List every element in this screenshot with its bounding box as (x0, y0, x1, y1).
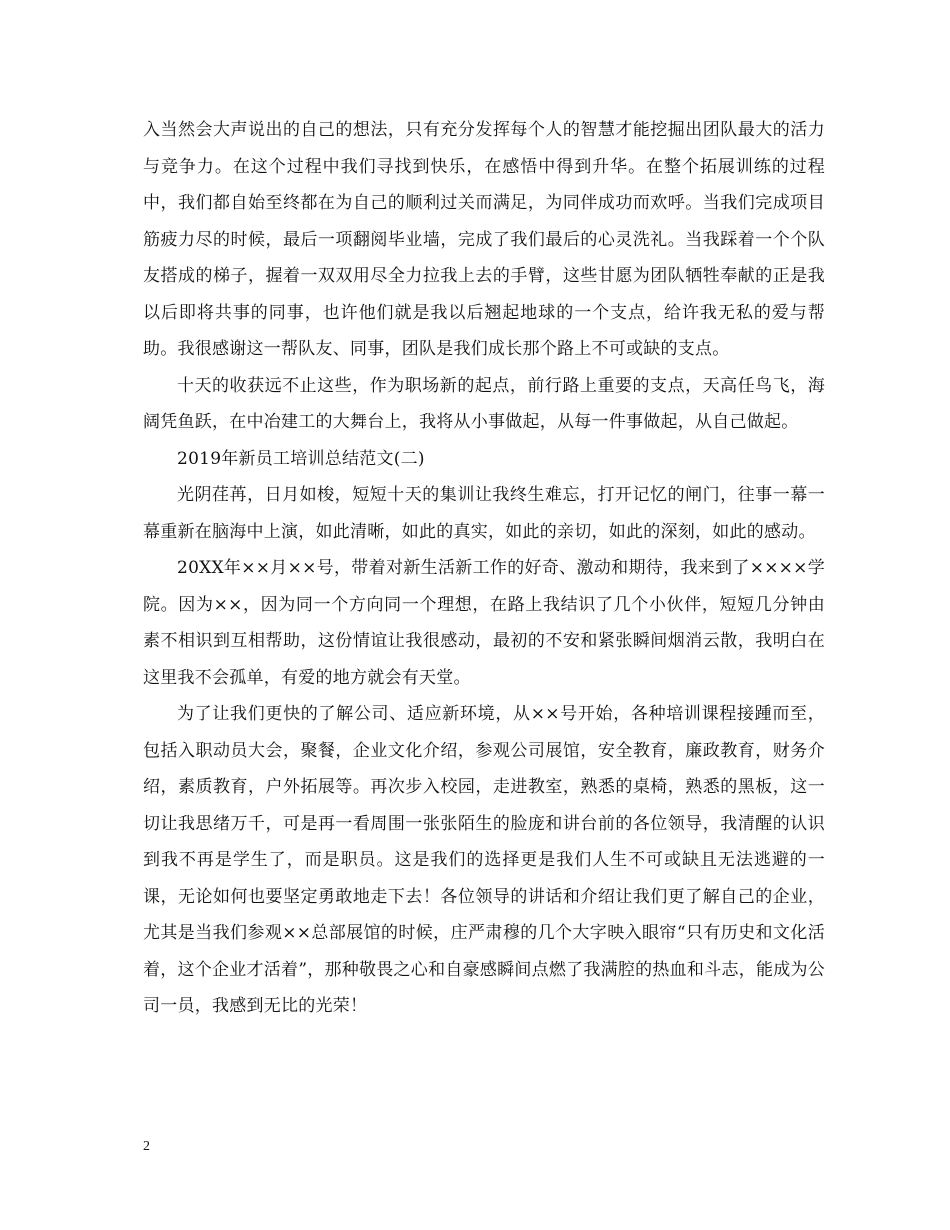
section-heading: 2019年新员工培训总结范文(二) (177, 448, 425, 469)
paragraph-1: 入当然会大声说出的自己的想法，只有充分发挥每个人的智慧才能挖掘出团队最大的活力与竞争力。在这个过程中我们寻找到快乐，在感悟中得到升华。在整个拓展训练的过程中，我们都自始至终都在为自己的顺利过关而满足，为同伴成功而欢呼。当我们完成项目筋疲力尽的时候，最后一项翻阅毕业墙，完成了我们最后的心灵洗礼。当我踩着一个个队友搭成的梯子，握着一双双用尽全力拉我上去的手臂，这些甘愿为团队牺牲奉献的正是我以后即将共事的同事，也许他们就是我以后翘起地球的一个支点，给许我无私的爱与帮助。我很感谢这一帮队友、同事，团队是我们成长那个路上不可或缺的支点。 (143, 120, 825, 359)
paragraph-4: 20XX年××月××号，带着对新生活新工作的好奇、激动和期待，我来到了××××学院。因为××，因为同一个方向同一个理想，在路上我结识了几个小伙伴，短短几分钟由素不相识到互相帮助，这份情谊让我很感动，最初的不安和紧张瞬间烟消云散，我明白在这里我不会孤单，有爱的地方就会有天堂。 (143, 558, 825, 688)
page-number: 2 (143, 1139, 150, 1154)
document-body (143, 112, 825, 1025)
paragraph-5: 为了让我们更快的了解公司、适应新环境，从××号开始，各种培训课程接踵而至，包括入职动员大会，聚餐，企业文化介绍，参观公司展馆，安全教育，廉政教育，财务介绍，素质教育，户外拓展等。再次步入校园，走进教室，熟悉的桌椅，熟悉的黑板，这一切让我思绪万千，可是再一看周围一张张陌生的脸庞和讲台前的各位领导，我清醒的认识到我不再是学生了，而是职员。这是我们的选择更是我们人生不可或缺且无法逃避的一课，无论如何也要坚定勇敢地走下去！各位领导的讲话和介绍让我们更了解自己的企业，尤其是当我们参观××总部展馆的时候，庄严肃穆的几个大字映入眼帘“只有历史和文化活着，这个企业才活着”，那种敬畏之心和自豪感瞬间点燃了我满腔的热血和斗志，能成为公司一员，我感到无比的光荣！ (143, 704, 825, 1016)
paragraph-2: 十天的收获远不止这些，作为职场新的起点，前行路上重要的支点，天高任鸟飞，海阔凭鱼跃，在中冶建工的大舞台上，我将从小事做起，从每一件事做起，从自己做起。 (143, 375, 825, 432)
paragraph-3: 光阴荏苒，日月如梭，短短十天的集训让我终生难忘，打开记忆的闸门，往事一幕一幕重新在脑海中上演，如此清晰，如此的真实，如此的亲切，如此的深刻，如此的感动。 (143, 485, 825, 542)
